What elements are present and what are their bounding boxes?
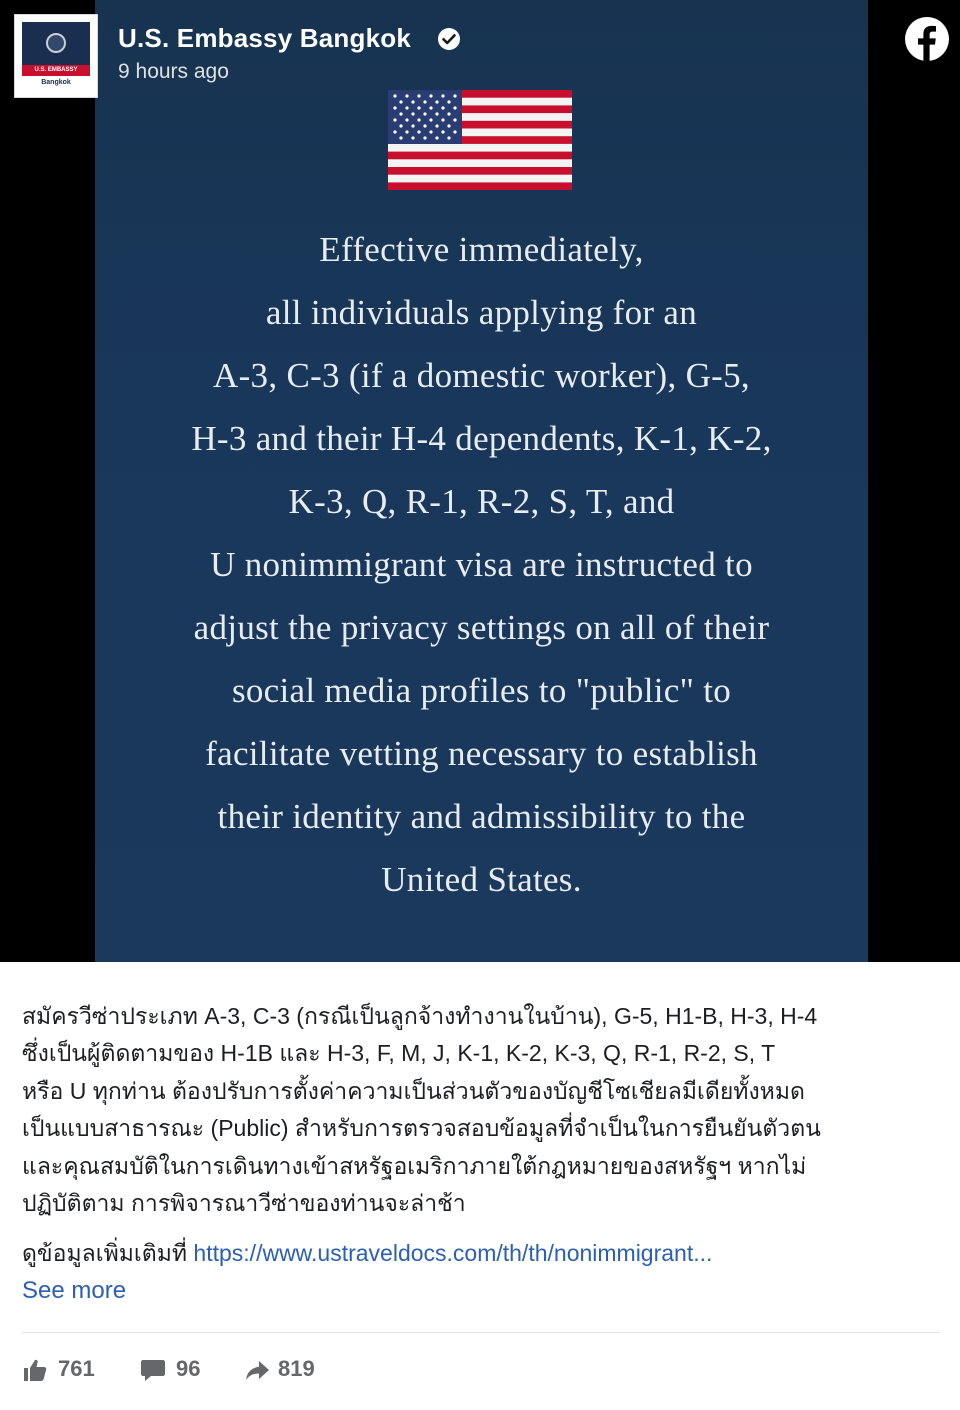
more-info-line (22, 1236, 942, 1270)
post-timestamp[interactable]: 9 hours ago (118, 60, 229, 83)
page-name-link[interactable]: U.S. Embassy Bangkok (118, 23, 411, 53)
us-flag-icon (388, 90, 572, 190)
poster-line: all individuals applying for an (265, 293, 698, 332)
share-icon (244, 1357, 270, 1383)
embassy-seal-icon (46, 33, 66, 53)
post-caption (22, 998, 942, 1222)
logo-banner-bottom (22, 76, 90, 90)
comment-icon (140, 1357, 166, 1383)
poster-line: Effective immediately, (319, 230, 644, 269)
caption-line: สมัครวีซ่าประเภท A-3, C-3 (กรณีเป็นลูกจ้างทำงานในบ้าน), G-5, H1-B, H-3, H-4 (22, 1003, 818, 1029)
poster-text (95, 218, 868, 911)
see-more-button[interactable]: See more (22, 1277, 127, 1304)
caption-line: เป็นแบบสาธารณะ (Public) สำหรับการตรวจสอบข้อมูลที่จำเป็นในการยืนยันตัวตน (22, 1115, 821, 1142)
divider (22, 1332, 940, 1333)
comments-count: 96 (176, 1356, 201, 1381)
more-info-prefix: ดูข้อมูลเพิ่มเติมที่ (22, 1240, 194, 1266)
ustraveldocs-link[interactable]: https://www.ustraveldocs.com/th/th/nonimmigrant... (193, 1240, 713, 1266)
caption-line: ปฏิบัติตาม การพิจารณาวีซ่าของท่านจะล่าช้า (22, 1190, 466, 1217)
logo-banner-top (22, 65, 90, 76)
caption-line: และคุณสมบัติในการเดินทางเข้าสหรัฐอเมริกาภายใต้กฎหมายของสหรัฐฯ หากไม่ (22, 1152, 807, 1179)
caption-line: ซึ่งเป็นผู้ติดตามของ H-1B และ H-3, F, M, J, K-1, K-2, K-3, Q, R-1, R-2, S, T (22, 1040, 776, 1067)
poster-line: K-3, Q, R-1, R-2, S, T, and (288, 482, 675, 521)
page-avatar[interactable] (14, 14, 98, 98)
poster-line: U nonimmigrant visa are instructed to (210, 545, 753, 584)
poster-line: A-3, C-3 (if a domestic worker), G-5, (213, 356, 750, 395)
verified-badge-icon (437, 27, 461, 51)
logo-top-text: U.S. EMBASSY (34, 67, 78, 73)
facebook-logo-icon[interactable] (904, 16, 950, 62)
poster-line: H-3 and their H-4 dependents, K-1, K-2, (191, 419, 772, 458)
likes-count: 761 (58, 1356, 95, 1381)
poster-line: facilitate vetting necessary to establish (205, 734, 758, 773)
poster-line: United States. (381, 860, 582, 899)
shares-count: 819 (278, 1356, 315, 1381)
caption-line: หรือ U ทุกท่าน ต้องปรับการตั้งค่าความเป็นส่วนตัวของบัญชีโซเชียลมีเดียทั้งหมด (22, 1077, 805, 1104)
logo-bottom-text: Bangkok (41, 79, 71, 86)
poster-line: social media profiles to "public" to (231, 671, 732, 710)
like-icon (22, 1357, 48, 1383)
poster-line: their identity and admissibility to the (217, 797, 746, 836)
poster-line: adjust the privacy settings on all of their (193, 608, 770, 647)
